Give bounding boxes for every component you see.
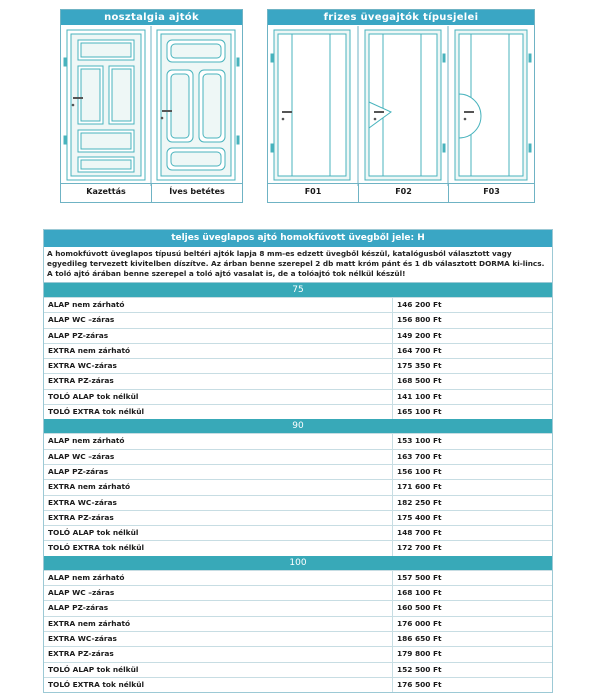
product-price: 176 500 Ft xyxy=(397,679,442,689)
table-row xyxy=(44,358,552,373)
product-price: 146 200 Ft xyxy=(397,300,442,309)
product-name: ALAP PZ-záras xyxy=(44,465,393,479)
product-name: ALAP nem zárható xyxy=(44,434,393,448)
table-row xyxy=(44,312,552,327)
table-row xyxy=(44,677,552,692)
product-name: ALAP nem zárható xyxy=(44,298,393,312)
product-price: 157 500 Ft xyxy=(397,572,442,582)
nostalgia-doors-label-bar xyxy=(61,183,242,202)
table-row xyxy=(44,570,552,585)
product-name: TOLÓ ALAP tok nélkül xyxy=(44,526,393,540)
product-name: ALAP PZ-záras xyxy=(44,329,393,343)
price-table-sections xyxy=(44,283,552,692)
label-divider xyxy=(358,184,359,202)
door-ives-betetes-illustration xyxy=(157,30,239,180)
product-price: 179 800 Ft xyxy=(397,649,442,659)
product-price: 156 100 Ft xyxy=(397,466,442,476)
product-price: 165 100 Ft xyxy=(397,407,442,417)
size-header-100: 100 xyxy=(44,556,552,570)
label-divider xyxy=(448,184,449,202)
door-f01-illustration xyxy=(271,30,350,180)
label-divider xyxy=(151,184,152,202)
product-price: 141 100 Ft xyxy=(397,391,442,401)
product-name: ALAP WC –záras xyxy=(44,450,393,464)
product-name: EXTRA WC-záras xyxy=(44,632,393,646)
product-price: 176 000 Ft xyxy=(397,618,442,628)
table-row xyxy=(44,389,552,404)
product-price: 152 500 Ft xyxy=(397,664,442,674)
price-table-title: teljes üveglapos ajtó homokfúvott üvegből jele: H xyxy=(44,230,552,247)
nostalgia-doors-panel xyxy=(60,9,243,203)
table-row xyxy=(44,479,552,494)
product-name: EXTRA nem zárható xyxy=(44,344,393,358)
table-row xyxy=(44,600,552,615)
door-f03-illustration xyxy=(455,30,531,180)
product-price: 149 200 Ft xyxy=(397,330,442,340)
product-price: 175 350 Ft xyxy=(397,361,442,371)
product-name: EXTRA PZ-záras xyxy=(44,374,393,388)
size-header-90: 90 xyxy=(44,419,552,433)
table-row xyxy=(44,404,552,419)
table-row xyxy=(44,373,552,388)
product-name: EXTRA WC-záras xyxy=(44,359,393,373)
product-name: ALAP WC –záras xyxy=(44,586,393,600)
product-price: 171 600 Ft xyxy=(397,482,442,492)
product-price: 168 100 Ft xyxy=(397,588,442,598)
product-name: ALAP nem zárható xyxy=(44,571,393,585)
door-label-kazettas: Kazettás xyxy=(86,187,126,196)
product-price: 172 700 Ft xyxy=(397,543,442,553)
door-label-f03: F03 xyxy=(483,187,500,196)
table-row xyxy=(44,495,552,510)
door-kazettas-illustration xyxy=(64,30,145,180)
table-row xyxy=(44,525,552,540)
table-row xyxy=(44,433,552,448)
frieze-glass-doors-drawing xyxy=(268,26,534,186)
product-name: TOLÓ EXTRA tok nélkül xyxy=(44,678,393,692)
product-price: 160 500 Ft xyxy=(397,603,442,613)
table-row xyxy=(44,510,552,525)
product-name: TOLÓ ALAP tok nélkül xyxy=(44,663,393,677)
product-name: ALAP PZ-záras xyxy=(44,601,393,615)
door-label-ives-betetes: Íves betétes xyxy=(169,187,225,196)
product-name: EXTRA nem zárható xyxy=(44,480,393,494)
product-price: 186 650 Ft xyxy=(397,633,442,643)
size-header-75: 75 xyxy=(44,283,552,297)
product-price: 163 700 Ft xyxy=(397,451,442,461)
product-price: 153 100 Ft xyxy=(397,436,442,446)
price-table-description: A homokfúvott üveglapos típusú beltéri ajtók lapja 8 mm-es edzett üvegből készül, katalógusból választott vagy egyedileg tervezett kivitelben díszítve. Az árban benne szerepel 2 db matt króm pánt és 1 db választott DORMA ki-lincs. A toló ajtó árában benne szerepel a toló ajtó vasalat is, de a tolóajtó tok nélkül készül! xyxy=(44,247,552,283)
frieze-doors-label-bar xyxy=(268,183,534,202)
product-price: 168 500 Ft xyxy=(397,376,442,386)
product-name: EXTRA PZ-záras xyxy=(44,647,393,661)
table-row xyxy=(44,449,552,464)
product-name: TOLÓ EXTRA tok nélkül xyxy=(44,405,393,419)
product-name: EXTRA PZ-záras xyxy=(44,511,393,525)
product-name: TOLÓ EXTRA tok nélkül xyxy=(44,541,393,555)
table-row xyxy=(44,540,552,555)
frieze-glass-doors-title: frizes üvegajtók típusjelei xyxy=(268,10,534,25)
product-name: TOLÓ ALAP tok nélkül xyxy=(44,390,393,404)
table-row xyxy=(44,585,552,600)
product-price: 182 250 Ft xyxy=(397,497,442,507)
product-name: ALAP WC –záras xyxy=(44,313,393,327)
table-row xyxy=(44,662,552,677)
product-price: 175 400 Ft xyxy=(397,512,442,522)
table-row xyxy=(44,616,552,631)
door-f02-illustration xyxy=(365,30,445,180)
frieze-glass-doors-panel xyxy=(267,9,535,203)
door-label-f02: F02 xyxy=(395,187,412,196)
table-row xyxy=(44,464,552,479)
product-price: 156 800 Ft xyxy=(397,315,442,325)
nostalgia-doors-drawing xyxy=(61,26,242,186)
table-row xyxy=(44,343,552,358)
table-row xyxy=(44,297,552,312)
table-row xyxy=(44,646,552,661)
product-price: 164 700 Ft xyxy=(397,345,442,355)
table-row xyxy=(44,631,552,646)
door-label-f01: F01 xyxy=(304,187,322,196)
product-name: EXTRA nem zárható xyxy=(44,617,393,631)
product-name: EXTRA WC-záras xyxy=(44,496,393,510)
product-price: 148 700 Ft xyxy=(397,528,442,538)
nostalgia-doors-title: nosztalgia ajtók xyxy=(61,10,242,25)
price-table xyxy=(43,229,553,693)
table-row xyxy=(44,328,552,343)
